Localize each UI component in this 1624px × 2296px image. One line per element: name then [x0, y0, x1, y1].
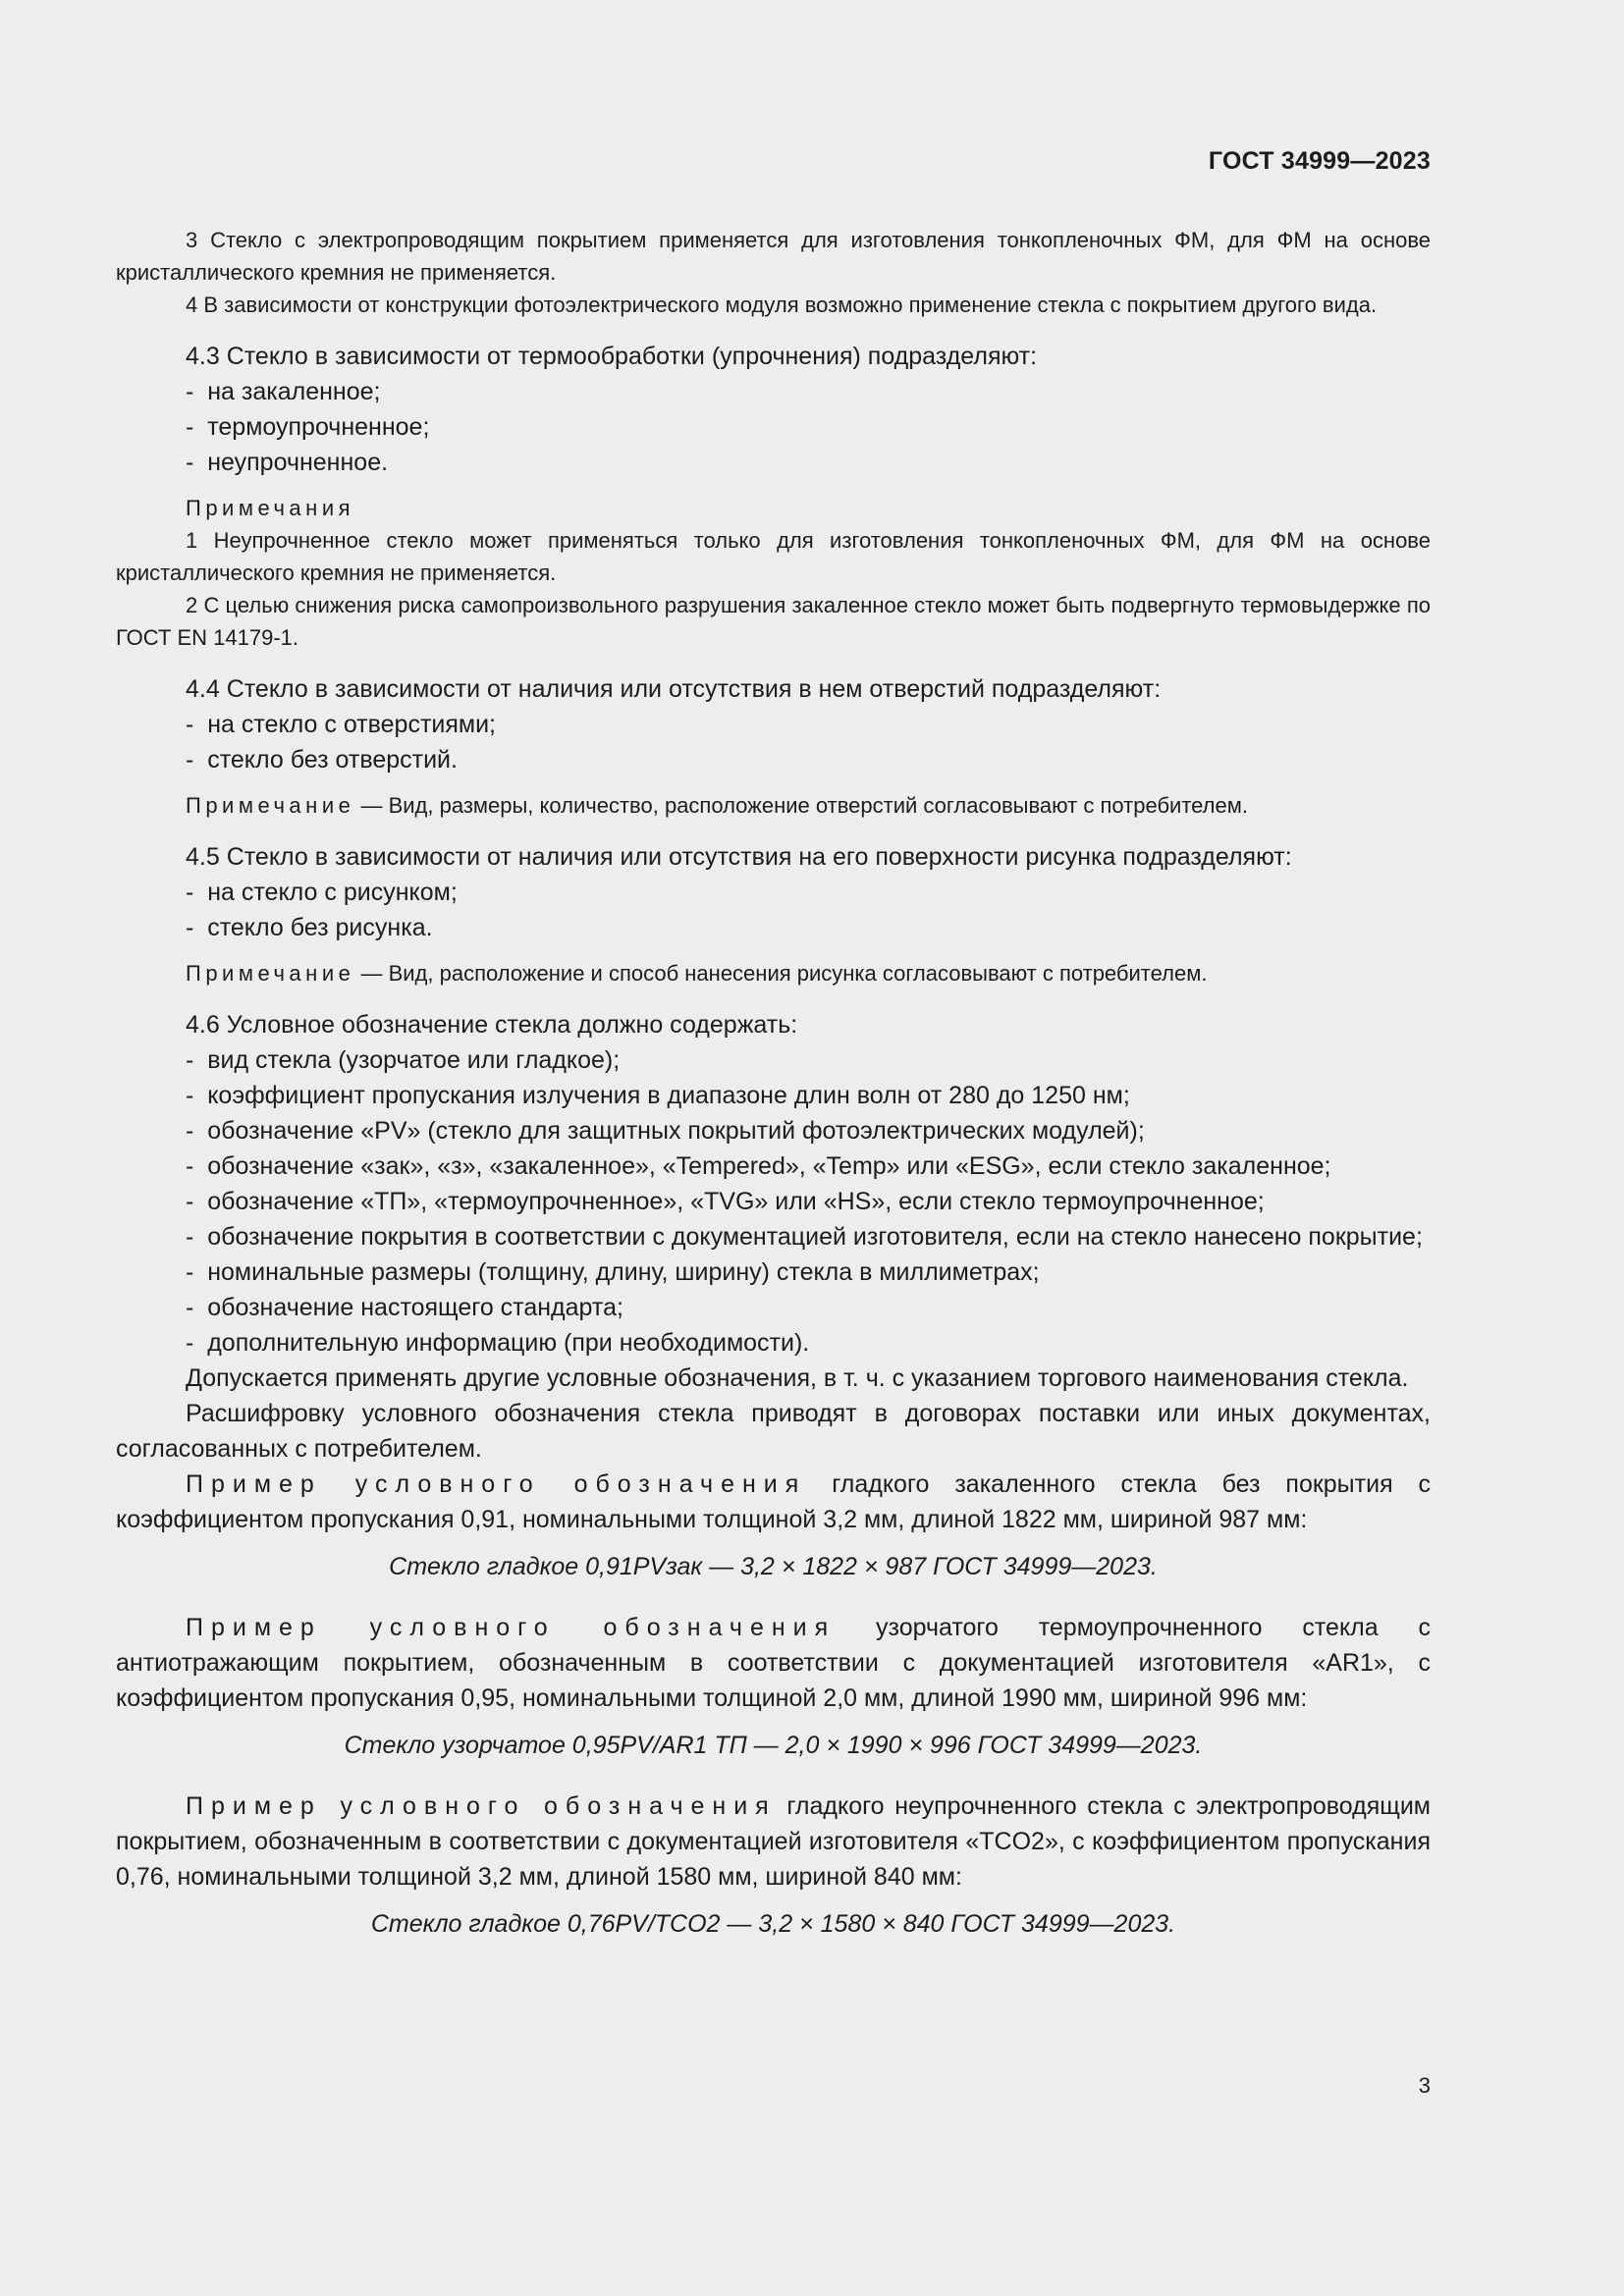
example-label: Пример условного обозначения: [186, 1614, 837, 1641]
section-4-5-title: 4.5 Стекло в зависимости от наличия или отсутствия на его поверхности рисунка подразделяют:: [186, 843, 1292, 871]
document-header: ГОСТ 34999—2023: [1208, 147, 1431, 175]
list-item: - номинальные размеры (толщину, длину, ширину) стекла в миллиметрах;: [186, 1258, 1040, 1286]
section-4-4-title: 4.4 Стекло в зависимости от наличия или отсутствия в нем отверстий подразделяют:: [186, 675, 1162, 703]
example-label: Пример условного обозначения: [186, 1470, 807, 1498]
example-1-formula: Стекло гладкое 0,91PVзак — 3,2 × 1822 × 987 ГОСТ 34999—2023.: [389, 1553, 1158, 1580]
example-2: Пример условного обозначения узорчатого термоупрочненного стекла с антиотражающим покрытием, обозначенным в соответствии с документацией изготовителя «AR1», с коэффициентом пропускания 0,95, номинальными толщиной 2,0 мм, длиной 1990 мм, шириной 996 мм:: [116, 1614, 1431, 1712]
note-pattern: Примечание — Вид, расположение и способ нанесения рисунка согласовывают с потребителем.: [186, 961, 1208, 986]
note-1: 1 Неупрочненное стекло может применяться только для изготовления тонкопленочных ФМ, для ФМ на основе кристаллического кремния не применяется.: [116, 528, 1431, 585]
list-item: - неупрочненное.: [186, 449, 389, 476]
example-3-formula: Стекло гладкое 0,76PV/TCO2 — 3,2 × 1580 × 840 ГОСТ 34999—2023.: [370, 1910, 1176, 1938]
note-4: 4 В зависимости от конструкции фотоэлектрического модуля возможно применение стекла с покрытием другого вида.: [186, 293, 1378, 317]
note-3: 3 Стекло с электропроводящим покрытием применяется для изготовления тонкопленочных ФМ, для ФМ на основе кристаллического кремния не применяется.: [116, 228, 1431, 285]
paragraph-other-designations: Допускается применять другие условные обозначения, в т. ч. с указанием торгового наименования стекла.: [186, 1364, 1409, 1392]
list-item: - на стекло с рисунком;: [186, 879, 458, 906]
list-item: - на стекло с отверстиями;: [186, 711, 496, 738]
note-holes: Примечание — Вид, размеры, количество, расположение отверстий согласовывают с потребителем.: [186, 793, 1248, 818]
list-item: - стекло без рисунка.: [186, 914, 433, 941]
page-body: [116, 224, 1431, 1966]
page-number: 3: [1418, 2073, 1431, 2098]
example-1: Пример условного обозначения гладкого закаленного стекла без покрытия с коэффициентом пропускания 0,91, номинальными толщиной 3,2 мм, длиной 1822 мм, шириной 987 мм:: [116, 1470, 1432, 1533]
example-2-formula: Стекло узорчатое 0,95PV/AR1 ТП — 2,0 × 1990 × 996 ГОСТ 34999—2023.: [344, 1732, 1203, 1759]
notes-label: Примечания: [186, 496, 355, 520]
list-item: - коэффициент пропускания излучения в диапазоне длин волн от 280 до 1250 нм;: [186, 1082, 1130, 1109]
list-item: - обозначение покрытия в соответствии с документацией изготовителя, если на стекло нанесено покрытие;: [186, 1223, 1423, 1251]
section-4-3-title: 4.3 Стекло в зависимости от термообработки (упрочнения) подразделяют:: [186, 343, 1038, 370]
list-item: - обозначение настоящего стандарта;: [186, 1294, 623, 1321]
example-label: Пример условного обозначения: [186, 1792, 777, 1820]
list-item: - обозначение «PV» (стекло для защитных покрытий фотоэлектрических модулей);: [186, 1117, 1145, 1145]
example-3: Пример условного обозначения гладкого неупрочненного стекла с электропроводящим покрытием, обозначенным в соответствии с документацией изготовителя «TCO2», с коэффициентом пропускания 0,76, номинальными толщиной 3,2 мм, длиной 1580 мм, шириной 840 мм:: [116, 1792, 1431, 1891]
list-item: - обозначение «зак», «з», «закаленное», «Tempered», «Temp» или «ESG», если стекло закаленное;: [186, 1152, 1331, 1180]
section-4-6-title: 4.6 Условное обозначение стекла должно содержать:: [186, 1011, 798, 1039]
note-label: Примечание: [186, 793, 355, 818]
list-item: - на закаленное;: [186, 378, 381, 405]
list-item: - термоупрочненное;: [186, 413, 430, 441]
list-item: - вид стекла (узорчатое или гладкое);: [186, 1046, 621, 1074]
list-item: - обозначение «ТП», «термоупрочненное», «TVG» или «HS», если стекло термоупрочненное;: [186, 1188, 1265, 1215]
paragraph-decoding: Расшифровку условного обозначения стекла приводят в договорах поставки или иных документах, согласованных с потребителем.: [116, 1400, 1431, 1463]
list-item: - дополнительную информацию (при необходимости).: [186, 1329, 810, 1357]
note-2: 2 С целью снижения риска самопроизвольного разрушения закаленное стекло может быть подвергнуто термовыдержке по ГОСТ EN 14179-1.: [116, 593, 1431, 650]
note-label: Примечание: [186, 961, 355, 986]
list-item: - стекло без отверстий.: [186, 746, 458, 774]
